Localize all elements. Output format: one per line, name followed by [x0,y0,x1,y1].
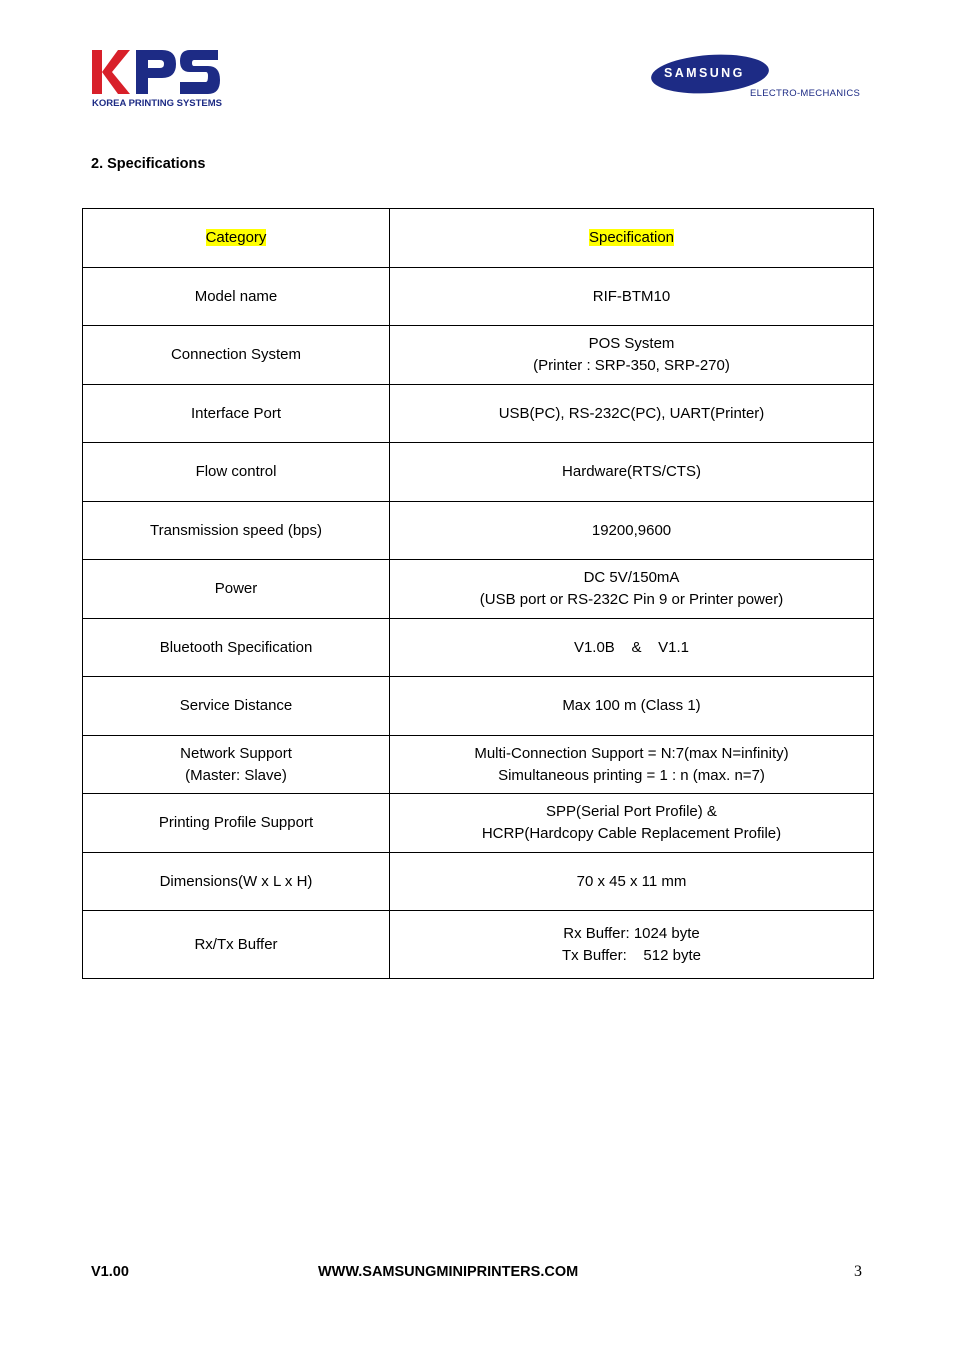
spec-text: USB(PC), RS-232C(PC), UART(Printer) [498,404,765,422]
section-title: 2. Specifications [91,156,206,172]
spec-text: 70 x 45 x 11 mm [576,872,687,890]
category-text: Dimensions(W x L x H) [159,872,313,890]
spec-cell [390,619,874,677]
category-text: Printing Profile Support [158,814,314,831]
header-specification-cell [390,209,874,268]
table-header-row [83,209,874,268]
spec-text: Hardware(RTS/CTS) [562,463,701,480]
category-text: Service Distance [179,697,293,714]
table-row [83,326,874,385]
spec-cell [390,443,874,502]
table-row [83,677,874,736]
spec-text: SPP(Serial Port Profile) & [546,803,717,820]
table-row [83,502,874,560]
table-row [83,736,874,794]
spec-text: V1.0B & V1.1 [573,638,690,656]
category-text: Network Support [180,744,292,762]
category-cell [83,794,390,853]
spec-cell [390,794,874,853]
spec-text: DC 5V/150mA [583,569,680,586]
table-row [83,385,874,443]
header-specification: Specification [588,229,675,246]
spec-cell [390,326,874,385]
header-category-cell [83,209,390,268]
spec-text: RIF-BTM10 [592,287,671,305]
category-cell [83,619,390,677]
samsung-subtitle: ELECTRO-MECHANICS [750,88,861,99]
spec-cell [390,911,874,979]
kps-subtitle: KOREA PRINTING SYSTEMS [92,98,223,109]
spec-text: Tx Buffer: 512 byte [562,946,701,964]
spec-cell [390,385,874,443]
category-text: (Master: Slave) [185,766,287,784]
spec-text: POS System [588,335,675,352]
category-cell [83,326,390,385]
spec-text: (USB port or RS-232C Pin 9 or Printer power) [479,591,784,608]
table-row [83,619,874,677]
table-row [83,560,874,619]
category-text: Transmission speed (bps) [149,521,322,539]
category-cell [83,443,390,502]
kps-logo [90,46,230,112]
spec-text: (Printer : SRP-350, SRP-270) [533,357,730,374]
spec-cell [390,677,874,736]
category-text: Connection System [170,346,302,363]
category-cell [83,385,390,443]
category-text: Model name [194,287,278,305]
kps-logo-graphic [90,46,230,98]
spec-cell [390,560,874,619]
category-text: Bluetooth Specification [159,638,313,656]
footer-version: V1.00 [91,1264,129,1280]
spec-text: Max 100 m (Class 1) [562,697,701,714]
category-cell [83,911,390,979]
samsung-logo [650,53,861,103]
category-cell [83,853,390,911]
category-cell [83,677,390,736]
spec-cell [390,853,874,911]
category-text: Power [214,580,258,597]
header-category: Category [205,229,267,246]
category-text: Interface Port [190,404,282,422]
table-row [83,911,874,979]
category-cell [83,502,390,560]
table-row [83,268,874,326]
page-number: 3 [854,1263,862,1280]
spec-text: HCRP(Hardcopy Cable Replacement Profile) [481,825,782,842]
table-row [83,794,874,853]
samsung-wordmark: SAMSUNG [664,66,745,80]
table-row [83,853,874,911]
spec-cell [390,736,874,794]
spec-text: Multi-Connection Support = N:7(max N=infinity) [474,744,789,762]
footer-url: WWW.SAMSUNGMINIPRINTERS.COM [318,1264,579,1280]
table-row [83,443,874,502]
category-cell [83,560,390,619]
category-text: Rx/Tx Buffer [194,935,278,953]
category-cell [83,736,390,794]
spec-cell [390,268,874,326]
specifications-table [82,208,874,979]
category-cell [83,268,390,326]
spec-text: Rx Buffer: 1024 byte [563,924,700,942]
spec-text: Simultaneous printing = 1 : n (max. n=7) [498,766,765,784]
category-text: Flow control [195,463,277,480]
spec-cell [390,502,874,560]
spec-text: 19200,9600 [591,521,672,539]
